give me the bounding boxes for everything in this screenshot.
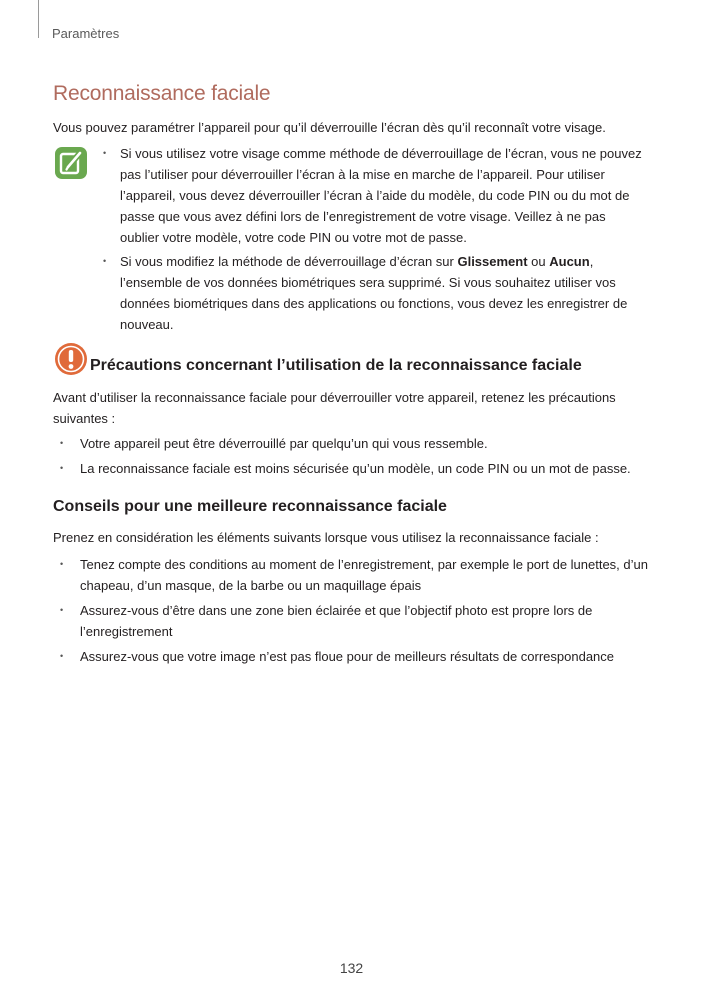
- note-list: [100, 143, 647, 338]
- page-title: Reconnaissance faciale: [53, 82, 271, 105]
- caution-exclamation-icon: [54, 342, 88, 376]
- tips-list: [53, 554, 653, 671]
- note-item-text-before: Si vous modifiez la méthode de déverrouillage d’écran sur: [120, 254, 458, 269]
- list-item: • Assurez-vous que votre image n’est pas floue pour de meilleurs résultats de correspondance: [53, 646, 653, 667]
- note-item-text-after: , l’ensemble de vos données biométriques sera supprimé. Si vous souhaitez utiliser vos données biométriques dans des applications ou fonctions, vous devez les enregistrer de nouveau.: [120, 254, 628, 332]
- option-glissement: Glissement: [457, 254, 528, 269]
- page-number: 132: [339, 960, 364, 976]
- option-aucun: Aucun: [549, 254, 590, 269]
- list-item: • La reconnaissance faciale est moins sécurisée qu’un modèle, un code PIN ou un mot de passe.: [53, 458, 653, 479]
- list-item: • Tenez compte des conditions au moment de l’enregistrement, par exemple le port de lunettes, d’un chapeau, d’un masque, de la barbe ou un maquillage épais: [53, 554, 653, 596]
- note-pencil-icon: [54, 146, 88, 180]
- caution-list: [53, 433, 653, 483]
- section-header: Paramètres: [52, 26, 120, 41]
- tips-heading: Conseils pour une meilleure reconnaissance faciale: [53, 498, 447, 515]
- caution-heading: Précautions concernant l’utilisation de la reconnaissance faciale: [90, 357, 582, 374]
- note-item: [100, 143, 647, 248]
- header-divider: [38, 0, 39, 38]
- list-item: • Votre appareil peut être déverrouillé par quelqu’un qui vous ressemble.: [53, 433, 653, 454]
- intro-text: Vous pouvez paramétrer l’appareil pour qu’il déverrouille l’écran dès qu’il reconnaît votre visage.: [53, 120, 606, 135]
- note-item: [100, 251, 647, 335]
- note-item-text-middle: ou: [527, 254, 550, 269]
- caution-intro: Avant d’utiliser la reconnaissance faciale pour déverrouiller votre appareil, retenez les précautions suivantes :: [53, 390, 616, 426]
- note-item-text: Si vous utilisez votre visage comme méthode de déverrouillage de l’écran, vous ne pouvez pas l’utiliser pour déverrouiller l’écran à la mise en marche de l’appareil. Pour utiliser l’appareil, vous devez déverrouiller l’écran à l’aide du modèle, du code PIN ou du mot de passe que vous avez défini lors de l’enregistrement de votre visage. Veillez à ne pas oublier votre modèle, votre code PIN ou votre mot de passe.: [120, 146, 642, 245]
- tips-intro: Prenez en considération les éléments suivants lorsque vous utilisez la reconnaissance faciale :: [53, 530, 599, 545]
- list-item: • Assurez-vous d’être dans une zone bien éclairée et que l’objectif photo est propre lors de l’enregistrement: [53, 600, 653, 642]
